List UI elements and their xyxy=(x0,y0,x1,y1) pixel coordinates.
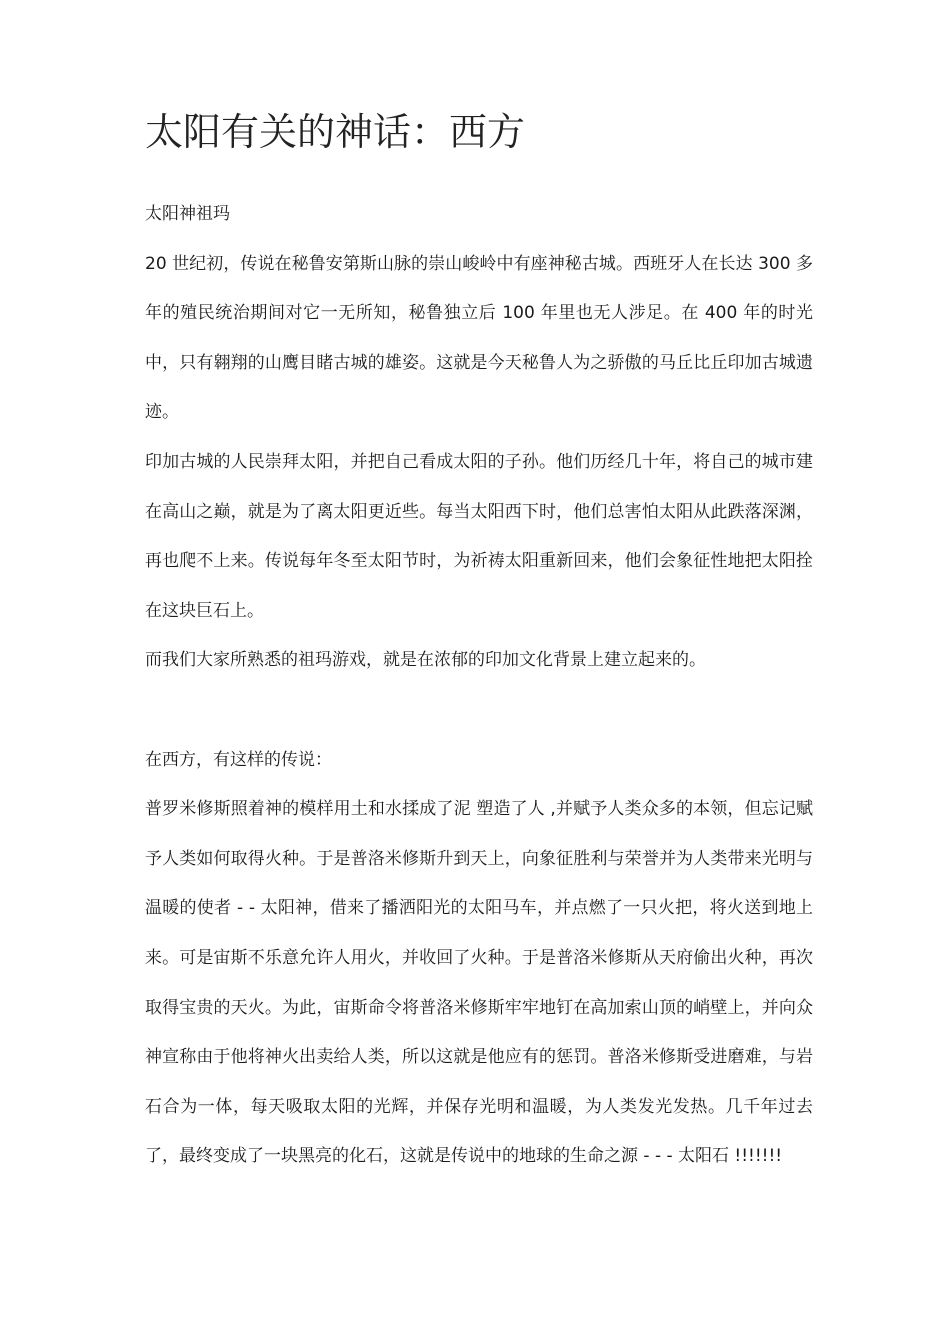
paragraph-prometheus: 普罗米修斯照着神的模样用土和水揉成了泥 塑造了人 ,并赋予人类众多的本领，但忘记赋予人类如何取得火种。于是普洛米修斯升到天上，向象征胜利与荣誉并为人类带来光明与温暖的使者 - - 太阳神，借来了播洒阳光的太阳马车，并点燃了一只火把，将火送到地上来。可是宙斯不乐意允许人用火，并收回了火种。于是普洛米修斯从天府偷出火种，再次取得宝贵的天火。为此，宙斯命令将普洛米修斯牢牢地钉在高加索山顶的峭壁上，并向众神宣称由于他将神火出卖给人类，所以这就是他应有的惩罚。普洛米修斯受进磨难，与岩石合为一体，每天吸取太阳的光辉，并保存光明和温暖，为人类发光发热。几千年过去了，最终变成了一块黑亮的化石，这就是传说中的地球的生命之源 - - - 太阳石 !!!!!!! xyxy=(145,799,813,1167)
paragraph-western-intro: 在西方，有这样的传说： xyxy=(145,749,332,770)
paragraph-zuma-game: 而我们大家所熟悉的祖玛游戏，就是在浓郁的印加文化背景上建立起来的。 xyxy=(145,650,706,671)
blank-line xyxy=(145,686,813,736)
section-heading-zuma: 太阳神祖玛 xyxy=(145,204,230,224)
document-title: 太阳有关的神话：西方 xyxy=(145,110,526,154)
document-body xyxy=(145,190,813,1182)
paragraph-inca-sun-worship: 印加古城的人民崇拜太阳，并把自己看成太阳的子孙。他们历经几十年，将自己的城市建在高山之巅，就是为了离太阳更近些。每当太阳西下时，他们总害怕太阳从此跌落深渊，再也爬不上来。传说每年冬至太阳节时，为祈祷太阳重新回来，他们会象征性地把太阳拴在这块巨石上。 xyxy=(145,451,813,621)
paragraph-machu-picchu: 20 世纪初，传说在秘鲁安第斯山脉的崇山峻岭中有座神秘古城。西班牙人在长达 300 多年的殖民统治期间对它一无所知，秘鲁独立后 100 年里也无人涉足。在 400 年的时光中，只有翱翔的山鹰目睹古城的雄姿。这就是今天秘鲁人为之骄傲的马丘比丘印加古城遗迹。 xyxy=(145,253,813,423)
